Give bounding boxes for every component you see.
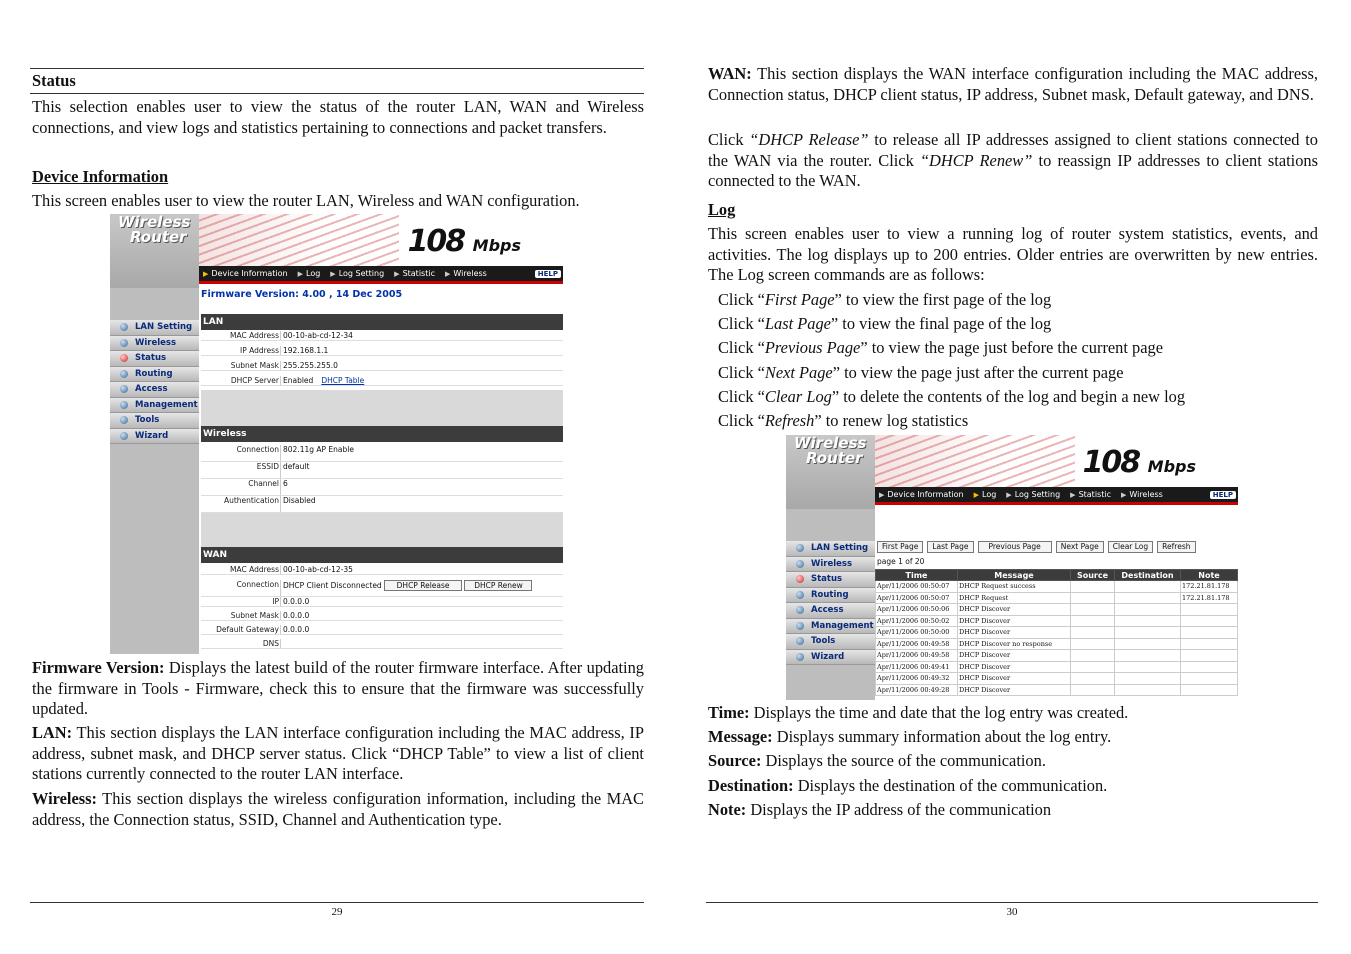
speed-logo: 108 Mbps [407,224,521,259]
router-banner [875,435,1238,487]
lan-row: IP Address 192.168.1.1 [201,346,563,356]
clear-log-button[interactable]: Clear Log [1108,541,1153,553]
nav-statistic[interactable]: ▶ Statistic [1070,490,1111,499]
table-row: Apr/11/2006 00:50:07 DHCP Request 172.21.81.178 [876,592,1238,604]
bullet-icon [120,370,128,378]
nav-wireless[interactable]: ▶ Wireless [1121,490,1163,499]
menu-wizard[interactable]: Wizard [786,650,875,666]
nav-log-setting[interactable]: ▶ Log Setting [1006,490,1060,499]
page-number: 29 [331,906,343,918]
command-line: Click “Previous Page” to view the page just before the current page [718,338,1163,357]
router-navbar [199,266,563,284]
log-body: This screen enables user to view a running log of router system statistics, events, and activities. The log displays up to 200 entries. Older entries are overwritten by new entries. The Log screen commands are as follows: [708,224,1318,285]
menu-status[interactable]: Status [110,351,199,367]
lan-row: MAC Address 00-10-ab-cd-12-34 [201,331,563,341]
log-button-bar [877,541,1196,553]
dhcp-paragraph: Click “DHCP Release” to release all IP addresses assigned to client stations connected to the WAN via the router. Click “DHCP Renew” to reassign IP addresses to client stations connected to the WAN. [708,130,1318,191]
left-page [30,0,644,954]
lan-paragraph: LAN: This section displays the LAN interface configuration including the MAC address, IP address, subnet mask, and DHCP server status. Click “DHCP Table” to view a list of client stations currently connected to the router LAN interface. [32,723,644,784]
table-row: Apr/11/2006 00:50:07 DHCP Request success 172.21.81.178 [876,581,1238,593]
bullet-icon-active [796,575,804,583]
lan-row: Subnet Mask 255.255.255.0 [201,361,563,371]
bullet-icon [796,606,804,614]
refresh-button[interactable]: Refresh [1157,541,1195,553]
bullet-icon [796,591,804,599]
help-button[interactable]: HELP [535,270,561,278]
bullet-icon [796,622,804,630]
wan-row: DNS [201,639,563,649]
status-body: This selection enables user to view the status of the router LAN, WAN and Wireless connections, and view logs and statistics pertaining to connections and packet transfers. [32,97,644,137]
firmware-version: Firmware Version: 4.00 , 14 Dec 2005 [201,289,403,300]
previous-page-button[interactable]: Previous Page [978,541,1052,553]
nav-log-setting[interactable]: ▶ Log Setting [330,269,384,278]
wireless-row: ESSID default [201,462,563,479]
status-heading: Status [32,71,76,90]
wan-row: Default Gateway 0.0.0.0 [201,625,563,635]
next-page-button[interactable]: Next Page [1056,541,1104,553]
lan-row: DHCP Server Enabled DHCP Table [201,376,563,386]
log-heading: Log [708,200,736,219]
table-row: Apr/11/2006 00:49:58 DHCP Discover [876,650,1238,662]
wan-row: IP 0.0.0.0 [201,597,563,607]
log-screenshot [786,435,1238,700]
router-menu [110,320,199,444]
table-row: Apr/11/2006 00:50:00 DHCP Discover [876,627,1238,639]
wan-paragraph: WAN: This section displays the WAN interface configuration including the MAC address, Connection status, DHCP client status, IP address, Subnet mask, Default gateway, and DNS. [708,64,1318,104]
nav-device-information[interactable]: ▶ Device Information [203,269,288,278]
bullet-icon [120,385,128,393]
bullet-icon-active [120,354,128,362]
wan-row: Connection DHCP Client Disconnected DHCP Release DHCP Renew [201,580,563,597]
menu-tools[interactable]: Tools [110,413,199,429]
nav-wireless[interactable]: ▶ Wireless [445,269,487,278]
menu-routing[interactable]: Routing [110,367,199,383]
menu-lan-setting[interactable]: LAN Setting [786,541,875,557]
menu-wireless[interactable]: Wireless [786,557,875,573]
wireless-section-title: Wireless [201,426,563,442]
lan-section-title: LAN [201,314,563,330]
wireless-row: Authentication Disabled [201,496,563,513]
last-page-button[interactable]: Last Page [927,541,973,553]
router-menu [786,541,875,665]
field-source: Source: Displays the source of the communication. [708,751,1046,770]
page-number: 30 [1006,906,1018,918]
router-logo: Wireless Router [786,435,875,509]
log-table [875,569,1238,696]
bullet-icon [120,323,128,331]
table-row: Apr/11/2006 00:49:41 DHCP Discover [876,661,1238,673]
router-sidebar [786,435,875,700]
device-info-screenshot [110,214,563,654]
wireless-row: Connection 802.11g AP Enable [201,445,563,462]
bullet-icon [120,432,128,440]
help-button[interactable]: HELP [1210,491,1236,499]
field-destination: Destination: Displays the destination of the communication. [708,776,1108,795]
menu-management[interactable]: Management [110,398,199,414]
dhcp-release-button[interactable]: DHCP Release [384,580,462,591]
col-message: Message [958,570,1071,581]
menu-wizard[interactable]: Wizard [110,429,199,445]
col-source: Source [1071,570,1115,581]
dhcp-table-link[interactable]: DHCP Table [321,376,365,385]
log-table-header [876,570,1238,581]
router-main [199,214,563,654]
device-info-body: This screen enables user to view the router LAN, Wireless and WAN configuration. [32,191,580,210]
command-line: Click “First Page” to view the first page of the log [718,290,1052,309]
col-time: Time [876,570,958,581]
device-info-heading: Device Information [32,167,169,186]
footer-rule [30,902,644,903]
menu-management[interactable]: Management [786,619,875,635]
heading-rule [30,93,644,94]
table-row: Apr/11/2006 00:49:28 DHCP Discover [876,684,1238,696]
dhcp-renew-button[interactable]: DHCP Renew [464,580,532,591]
bullet-icon [796,560,804,568]
router-banner [199,214,563,266]
table-row: Apr/11/2006 00:49:32 DHCP Discover [876,673,1238,685]
footer-rule [706,902,1318,903]
menu-lan-setting[interactable]: LAN Setting [110,320,199,336]
router-main [875,435,1238,700]
menu-routing[interactable]: Routing [786,588,875,604]
right-page [706,0,1318,954]
command-line: Click “Clear Log” to delete the contents of the log and begin a new log [718,387,1186,406]
menu-access[interactable]: Access [786,603,875,619]
bullet-icon [796,637,804,645]
bullet-icon [120,416,128,424]
router-logo: Wireless Router [110,214,199,288]
nav-device-information[interactable]: ▶ Device Information [879,490,964,499]
table-row: Apr/11/2006 00:50:02 DHCP Discover [876,615,1238,627]
nav-log[interactable]: ▶ Log [298,269,321,278]
col-note: Note [1181,570,1238,581]
wan-section-title: WAN [201,547,563,563]
table-row: Apr/11/2006 00:49:58 DHCP Discover no response [876,638,1238,650]
bullet-icon [120,401,128,409]
command-line: Click “Next Page” to view the page just after the current page [718,363,1124,382]
wireless-paragraph: Wireless: This section displays the wireless configuration information, including the MAC address, the Connection status, SSID, Channel and Authentication type. [32,789,644,829]
field-message: Message: Displays summary information about the log entry. [708,727,1112,746]
field-time: Time: Displays the time and date that the log entry was created. [708,703,1129,722]
command-line: Click “Last Page” to view the final page of the log [718,314,1052,333]
bullet-icon [796,544,804,552]
menu-status[interactable]: Status [786,572,875,588]
menu-wireless[interactable]: Wireless [110,336,199,352]
command-line: Click “Refresh” to renew log statistics [718,411,969,430]
col-destination: Destination [1115,570,1181,581]
field-note: Note: Displays the IP address of the communication [708,800,1052,819]
bullet-icon [796,653,804,661]
nav-log[interactable]: ▶ Log [974,490,997,499]
first-page-button[interactable]: First Page [877,541,923,553]
speed-logo: 108 Mbps [1082,445,1196,480]
menu-tools[interactable]: Tools [786,634,875,650]
wan-row: Subnet Mask 0.0.0.0 [201,611,563,621]
table-row: Apr/11/2006 00:50:06 DHCP Discover [876,604,1238,616]
router-sidebar [110,214,199,654]
wan-row: MAC Address 00-10-ab-cd-12-35 [201,565,563,575]
firmware-paragraph: Firmware Version: Displays the latest build of the router firmware interface. After updating the firmware in Tools - Firmware, check this to ensure that the firmware was successfully updated. [32,658,644,719]
log-page-indicator: page 1 of 20 [877,557,925,566]
nav-statistic[interactable]: ▶ Statistic [394,269,435,278]
wireless-row: Channel 6 [201,479,563,496]
header-rule [30,68,644,69]
bullet-icon [120,339,128,347]
router-navbar [875,487,1238,505]
menu-access[interactable]: Access [110,382,199,398]
